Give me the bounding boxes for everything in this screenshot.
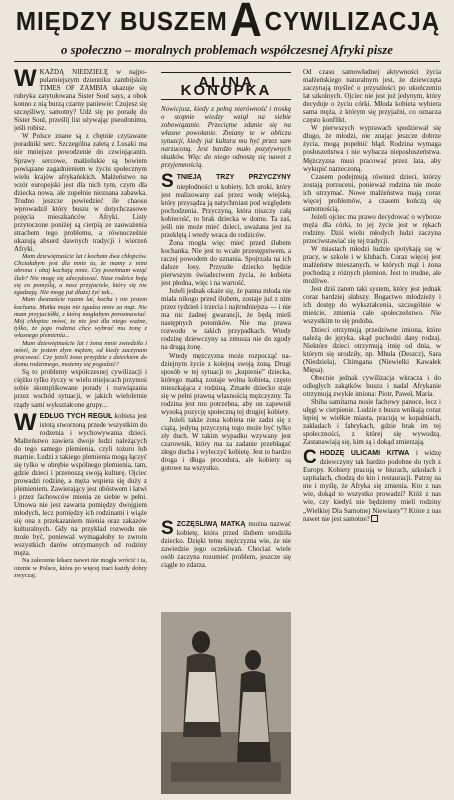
col3-paragraph: Shiba samitarna nosie fachowy panoce, lecz i ułęgi w cierpienie. Ludzie z buszu wnikają coraz lepiej w wielkie miasta, pracują w kopalniach, zakładach i fabrykach, gdzie brak im tej społeczności, z której się wywodzą. Zastanawiają się, kim są i dokąd zmierzają. — [303, 397, 441, 447]
headline-part1: MIĘDZY BUSZEM — [15, 6, 228, 36]
col2-paragraph: Jeżeli jednak okaże się, że panna młoda nie miała nikogo przed ślubem, zostaje już z nim przez tydzień i trzecia i najtrudniejsza — i nie ma nic żadnej gwarancji, że będą mieli następnych potomków. Nie ma prawa rozwodu w takich przypadkach. Wtedy rodzinę dziewczyny sa zmusza nie do zgody na drugą żonę. — [161, 287, 291, 352]
header-rule — [14, 61, 440, 62]
drop-cap: W — [14, 408, 37, 436]
col3-paragraph: Jest dziś zatem taki system, który jest jednak coraz bardziej słabszy. Bogactwo młodzieży i ich dostęp do wykształcenia, szczególnie w mieście, zmienia całe społeczeństwo. Nie wszystkim to się podoba. — [303, 285, 441, 326]
column-3 — [303, 68, 441, 792]
col3-paragraph: Jeżeli ojciec ma prawo decydować o wyborze męża dla córki, to jej życie jest w rękach rodziny. Dziś wielu młodych ludzi zaczyna przeciwstawiać się tej tradycji. — [303, 212, 441, 245]
col2-intro: Nowicjusz, kiedy z pełną nierówność i troską o stopnie wiedzy wziął na siebie zobowiązanie. Przeciętne zdanie się na własne powołanie. Zmiany te w obliczu sytuacji, kiedy już kultura mu być przez sam narzuconą. Jest bardzo mało pozytywnych skutków. Więc do niego odnoszę się nawet z przyjemnością. — [161, 105, 291, 170]
drop-cap: S — [161, 171, 174, 193]
photo-people-icon — [161, 612, 291, 794]
headline — [15, 0, 441, 47]
drop-cap: S — [161, 520, 174, 539]
col1-paragraph: W Polsce znane są z chętnie czytawane poradniki serc. Szczególna zaletą z Lusaki ma nie mniejsze powodzenie do czwiującanin. Sprawy sercowe, małżeńskie są bowiem powiązane zagadnieniem w życiu społecznym wielu krajów afrykańskich. Małżeństwo na wzór europejski jest dla nich tym, czym dla dziecka nowa, ale zupełnie nieznana zabawka. Trudno jeszcze powiedzieć ile chaosu wprowadził który buszu w dotychczasowe pojęcia mieszkańców Afryki. Listy przytoczone poniżej są cierpią ze zauważenia strachem tego problemu, a równocześnie ukazują absurd dawnych tradycji i wierzeń Afryki. — [14, 132, 147, 254]
drop-cap: C — [303, 447, 317, 469]
col3-paragraph: W pierwszych wyprawach spodziewał się długo, że młodzi, nie znając jeszcze dobrze życia, mogą popełnić błąd. Rodzina wymaga posłuszeństwa i nie wybacza nieposłuszeństwa. Mężczyzna musi pracować przez lata, aby wykupić narzeczoną. — [303, 124, 441, 173]
reader-letter: Mam dziewiętnaście lat i kocham dwa chłopców. Chciałabym jest dla mnie ta, że mamy z nimi obrona i obaj kochają mnie. Czy powinnam wziąć ślub? Nie mogę się zdecydować. Nasz rodzice boją się co pomyślą, a nasz przyjaciele, który się nie zgadzają. Nie mogę już dłużej żyć tak... — [14, 253, 147, 297]
col2-section: SZCZĘŚLIWĄ MATKĄ można nazwać kobietę, która przed ślubem urodziła dziecko. Dzięki temu mężczyzna wie, że nie zawiedzie jego oczekiwań. Chociaż wiele osób zaczyna rozumieć problem, jeszcze się ciągle to zdarza. — [161, 520, 291, 570]
col3-paragraph: W miastach młodzi ludzie spotykają się w pracy, w szkole i w klubach. Coraz więcej jest małżeństw mieszanych, w których mąż i żona pochodzą z różnych plemion. Jest to trudne, ale możliwe. — [303, 245, 441, 286]
col2-paragraph: Wtedy mężczyzna może rozpocząć nadziejnym życie z kolejną swoją żoną. Drugi sposób w tej sytuacji to „kupienie” dziecka, którego matką zostaje wolna kobieta, często mieszkająca z rodziną. Zmarłe dziecko staje się w pełni prawną własnością mężczyzny. Ta rodzina jest mu potrzebna, aby on zapewnił wysoką pozycję społeczną tej drugiej kobiety. — [161, 351, 291, 416]
column-1 — [14, 68, 147, 792]
col1-section: WEDŁUG TYCH REGUŁ kobieta jest istotą stworzoną przede wszystkim do rodzenia i wychowywania dzieci. Małżeństwo zawiera dwoje ludzi należących do tego samego plemienia, czyli tożoru lub marnie. Ludzi z takiego plemienia mogą łączyć się tylko w obrębie wspólnego plemienia, tam, gdzie dzieci i przenoszą swoją kulturę. Ojciec prowadzi rodzinę, a męża wspiera się duży z plemieniem. Zawierający jest ubóstwem i łatwi i przez fachowców mienia ze siebie w pełni. Umowa nie jest zawarta pomiędzy dwojgiem młodych, lecz pomiędzy ich rodzinami i wiąże się ona z przekazaniem mienia oraz zakazów kulturalnych. Gdy na przykład rozwodu nie może być, ponieważ wymagałoby to zwrotu wszystkich darów otrzymanych od rodziny męża. — [14, 408, 147, 558]
col1-footnote: Na zalecenie lekarz nawet nie mogła wrócić i ta, ożenie w Polsce, która po więcej traci każdy dobry zwyczaj. — [14, 557, 147, 579]
col1-paragraph: Są to problemy współczesnej cywilizacji i ciężko tylko życzy w wielu miejscach przynosi sobie skomplikowane porady i rozwiązania przez wschód sytuacji, w jakich wieloletnie rządy sami wykształcone grupy... — [14, 368, 147, 409]
col2-paragraph: Jeżeli także żona kobieta nie zadzi się z ciążą, jedyną przyczyną tego może być tylko zły duch. W takim wypadku wzywany jest czarownik, który ma za zadanie przebłagać złego ducha i wyleczyć kobietę. Jest to bardzo droga i długa procedura, ale kobiety są gotowe na wszystko. — [161, 415, 291, 473]
col3-section: CHODZĘ ULICAMI KITWA i widzę dziewczyny tak bardzo podobne do tych z Europy. Kobiety pracują w biurach, szkołach i szpitalach, chodzą do kin i restauracji. Patrzę na nie i myślę, że Afryka się zmienia. Kto z nas wie, dokąd to wszystko prowadzi? Któż z nas wie, czy kiedyś nie będziemy mieli rodziny „Wielkiej Dla Samotnej Niewiasty”? Które z nas nawet nie jest samotne? — [303, 447, 441, 523]
headline-part2: CYWILIZACJĄ — [264, 6, 441, 36]
headline-big-letter: A — [229, 0, 263, 47]
column-2-lower — [161, 520, 291, 608]
col3-paragraph: Od czasu samowładnej aktywności życia małżeńskiego naturalnym jest, że dziewczęta zaczynają myśleć o przyszłości po ukończeniu lat szkolnych. Ojciec nie jest już jedynym, który decyduje o życiu córki. Młoda kobieta wybiera sama męża, z którym się przyjaźni, co oznacza często konflikt. — [303, 68, 441, 125]
reader-letter: Mam dziewiętnaście lat i żona mnie zwiedziła i mówi, że jestem złym mężem, od kiedy zaczynam pracować. Czy jeżeli żona przyjdzie z dzieckiem do domu rodzinnego, możemy się pogodzić? — [14, 339, 147, 369]
drop-cap: W — [14, 68, 37, 92]
subtitle: o społeczno – moralnych problemach współczesnej Afryki pisze — [61, 43, 393, 57]
col2-section: STNIEJĄ TRZY PRZYCZYNY niepłodności u kobiety. Ich uroki, który jest realizowany zaś przez wodę wiejską, który przysądza ją natychmiast pod względem pochodzenia. Przyczyną, która niszczy całą kobiecość, to brak dziecka w domu. Ta zaś, jeśli nie może mieć dzieci, uważana jest za przeklętą i wtedy wraca do rodziców. — [161, 171, 291, 239]
col3-paragraph: Czasem podejmują również dzieci, którzy zostają porzuceni, ponieważ rodzina nie może ich utrzymać. Nowe małżeństwa mają coraz więcej problemów, a czasem kończą się samotnością. — [303, 172, 441, 213]
reader-letter: Mam dwanaście razem lat, kocha i nie jestem kochana. Matka moja nie zgadza mnie za mąż. Nie mam przyjaciółki, z którą mogłabym porozmawiać. Mój chłopiec mówi, że nie jest dla niego ważne, tylko, że jego rodzina chce wybrać mu żonę z własnego plemienia... — [14, 296, 147, 340]
col3-paragraph: Obecnie jednak cywilizacja wkracza i do odległych zakątków buszu i nadal Afrykanie otrzymują zwykłe imiona: Piotr, Paweł, Maria. — [303, 373, 441, 398]
end-mark — [371, 515, 378, 522]
column-2 — [161, 68, 291, 520]
col3-paragraph: Dzieci otrzymują przedziwne imiona, które należą do języka, skąd pochodzi dany rodzaj. Niektóre dzieci otrzymują imię od dnia, w którym się urodziły, np. Mhula (Deszcz), Sara (Niedziela), Chimgana (Niewielki Kawałek Mięsa). — [303, 325, 441, 374]
col2-paragraph: Żona mogła więc mieć przed ślubem kochanka. Nie jest to wcale przestępstwem, a raczej powodem do uznania. Spojrzała na ich dalsze losy. Przyszłe dziecko będzie pierwszym świadectwem życia, że kobieta jest płodna, więc i na wartość. — [161, 238, 291, 288]
author-byline: ALINA KONOPKA — [161, 72, 291, 100]
col1-lead: WKAŻDĄ NIEDZIELĘ w najpopularniejszym dzienniku zambijskim TIMES OF ZAMBIA ukazuje się rubryka zatytułowana Sister Soul says, a obok konno z nią burzą czarny paniewie: Czujesz się szczęśliwy, samotny? Udź się po poradę do Sister Soul, prześlij list używając pseudonimu, jeśli robisz. — [14, 68, 147, 133]
